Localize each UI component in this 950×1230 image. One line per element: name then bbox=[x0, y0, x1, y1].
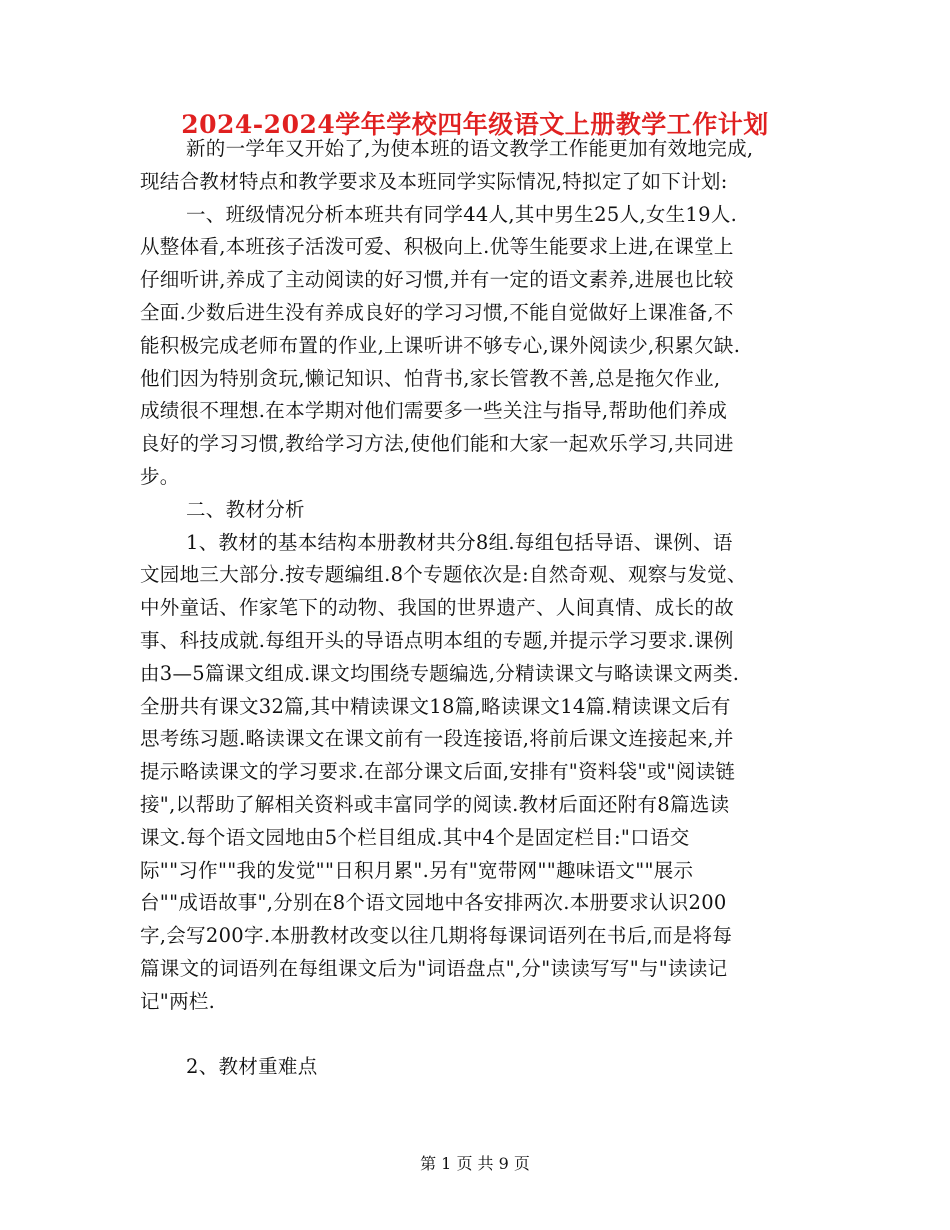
text-line: 2、教材重难点 bbox=[186, 1055, 318, 1079]
text-line: 接",以帮助了解相关资料或丰富同学的阅读.教材后面还附有8篇选读 bbox=[140, 792, 730, 816]
text-line: 篇课文的词语列在每组课文后为"词语盘点",分"读读写写"与"读读记 bbox=[140, 956, 728, 980]
text-line: 中外童话、作家笔下的动物、我国的世界遗产、人间真情、成长的故 bbox=[140, 596, 735, 620]
text-line: 台""成语故事",分别在8个语文园地中各安排两次.本册要求认识200 bbox=[140, 891, 727, 915]
page-footer: 第 1 页 共 9 页 bbox=[420, 1154, 530, 1173]
text-line: 事、科技成就.每组开头的导语点明本组的专题,并提示学习要求.课例 bbox=[140, 628, 734, 652]
text-line: 良好的学习习惯,教给学习方法,使他们能和大家一起欢乐学习,共同进 bbox=[140, 432, 734, 456]
text-line bbox=[140, 1019, 820, 1052]
text-line: 记"两栏. bbox=[140, 989, 216, 1013]
text-line: 际""习作""我的发觉""日积月累".另有"宽带网""趣味语文""展示 bbox=[140, 858, 694, 882]
text-line: 仔细听讲,养成了主动阅读的好习惯,并有一定的语文素养,进展也比较 bbox=[140, 268, 734, 292]
text-line: 新的一学年又开始了,为使本班的语文教学工作能更加有效地完成, bbox=[186, 137, 754, 160]
text-line: 1、教材的基本结构本册教材共分8组.每组包括导语、课例、语 bbox=[186, 530, 733, 554]
text-line: 二、教材分析 bbox=[186, 497, 305, 521]
text-line: 他们因为特别贪玩,懒记知识、怕背书,家长管教不善,总是拖欠作业, bbox=[140, 366, 721, 390]
text-line: 现结合教材特点和教学要求及本班同学实际情况,特拟定了如下计划: bbox=[140, 169, 728, 193]
text-line: 由3—5篇课文组成.课文均围绕专题编选,分精读课文与略读课文两类. bbox=[140, 661, 740, 685]
document-title: 2024-2024学年学校四年级语文上册教学工作计划 bbox=[181, 110, 769, 139]
text-line: 文园地三大部分.按专题编组.8个专题依次是:自然奇观、观察与发觉、 bbox=[140, 563, 747, 587]
text-line: 全册共有课文32篇,其中精读课文18篇,略读课文14篇.精读课文后有 bbox=[140, 694, 731, 718]
text-line: 提示略读课文的学习要求.在部分课文后面,安排有"资料袋"或"阅读链 bbox=[140, 760, 736, 784]
text-line: 思考练习题.略读课文在课文前有一段连接语,将前后课文连接起来,并 bbox=[140, 727, 734, 751]
text-line: 从整体看,本班孩子活泼可爱、积极向上.优等生能要求上进,在课堂上 bbox=[140, 235, 734, 259]
text-line: 步。 bbox=[140, 464, 180, 488]
text-line: 字,会写200字.本册教材改变以往几期将每课词语列在书后,而是将每 bbox=[140, 924, 733, 948]
text-line: 课文.每个语文园地由5个栏目组成.其中4个是固定栏目:"口语交 bbox=[140, 825, 690, 849]
text-line: 一、班级情况分析本班共有同学44人,其中男生25人,女生19人. bbox=[186, 202, 738, 226]
document-body bbox=[140, 133, 820, 1084]
text-line: 全面.少数后进生没有养成良好的学习习惯,不能自觉做好上课准备,不 bbox=[140, 300, 734, 324]
text-line: 成绩很不理想.在本学期对他们需要多一些关注与指导,帮助他们养成 bbox=[140, 399, 728, 423]
text-line: 能积极完成老师布置的作业,上课听讲不够专心,课外阅读少,积累欠缺. bbox=[140, 333, 741, 357]
